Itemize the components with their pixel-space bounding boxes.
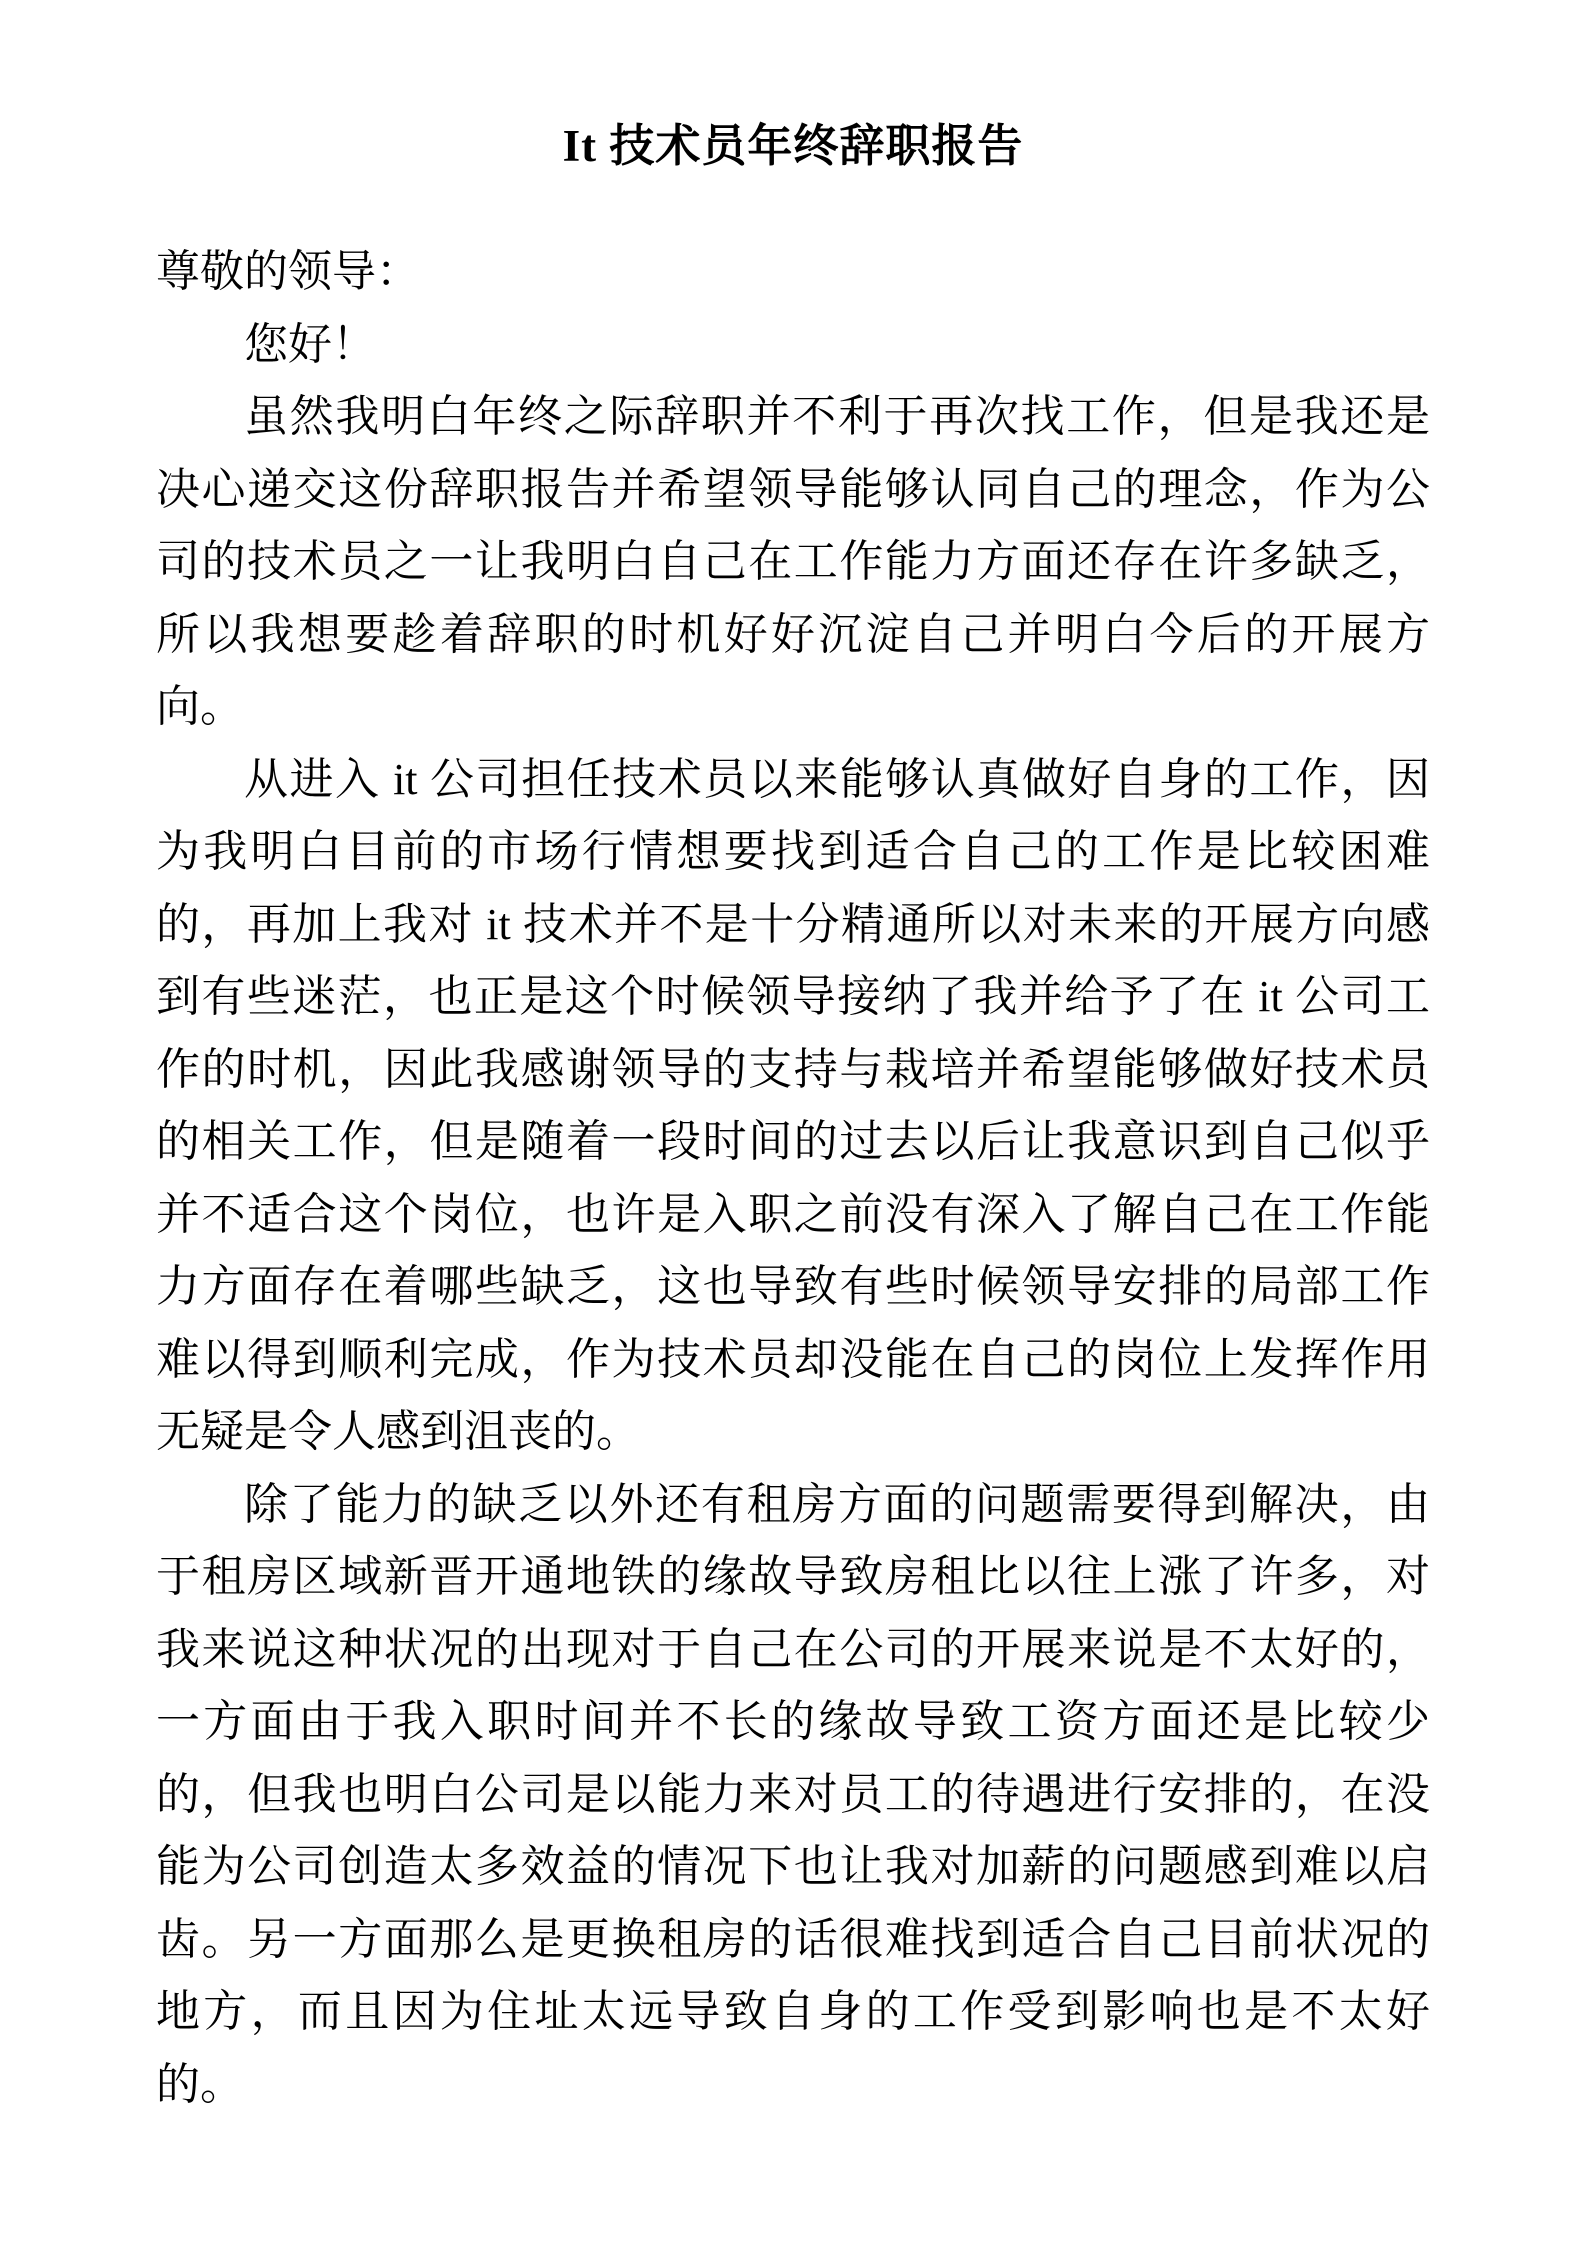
- paragraph: 虽然我明白年终之际辞职并不利于再次找工作，但是我还是决心递交这份辞职报告并希望领导能够认同自己的理念，作为公司的技术员之一让我明白自己在工作能力方面还存在许多缺乏，所以我想要趁着辞职的时机好好沉淀自己并明白今后的开展方向。: [156, 392, 1430, 731]
- paragraph: 从进入 it 公司担任技术员以来能够认真做好自身的工作，因为我明白目前的市场行情想要找到适合自己的工作是比较困难的，再加上我对 it 技术并不是十分精通所以对未来的开展方向感到有些迷茫，也正是这个时候领导接纳了我并给予了在 it 公司工作的时机，因此我感谢领导的支持与栽培并希望能够做好技术员的相关工作，但是随着一段时间的过去以后让我意识到自己似乎并不适合这个岗位，也许是入职之前没有深入了解自己在工作能力方面存在着哪些缺乏，这也导致有些时候领导安排的局部工作难以得到顺利完成，作为技术员却没能在自己的岗位上发挥作用无疑是令人感到沮丧的。: [156, 754, 1430, 1456]
- document-body: [156, 236, 1430, 2121]
- document-title: It 技术员年终辞职报告: [562, 121, 1024, 171]
- salutation: 尊敬的领导：: [156, 247, 420, 296]
- greeting: 您好！: [244, 319, 376, 369]
- paragraph: 除了能力的缺乏以外还有租房方面的问题需要得到解决，由于租房区域新晋开通地铁的缘故导致房租比以往上涨了许多，对我来说这种状况的出现对于自己在公司的开展来说是不太好的，一方面由于我入职时间并不长的缘故导致工资方面还是比较少的，但我也明白公司是以能力来对员工的待遇进行安排的，在没能为公司创造太多效益的情况下也让我对加薪的问题感到难以启齿。另一方面那么是更换租房的话很难找到适合自己目前状况的地方，而且因为住址太远导致自身的工作受到影响也是不太好的。: [156, 1479, 1430, 2109]
